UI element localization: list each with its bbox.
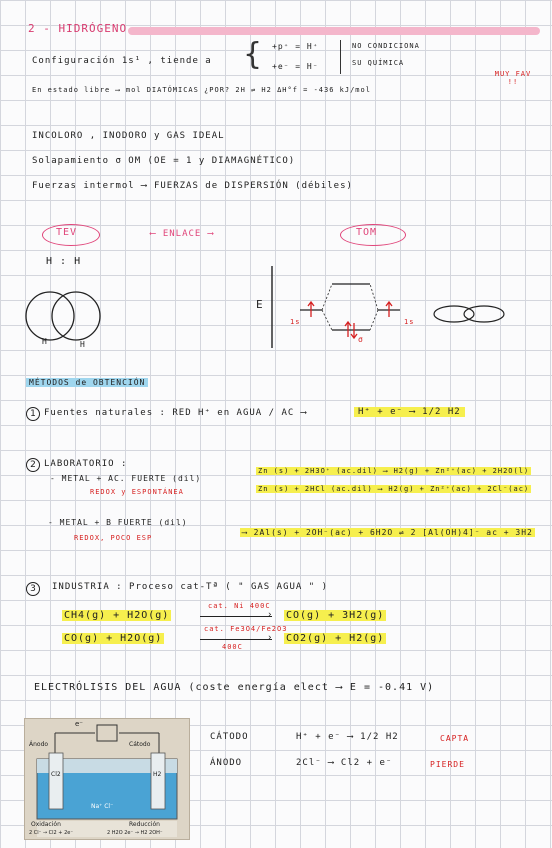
- method-2-number: 2: [26, 458, 40, 472]
- anode-label: ÁNODO: [210, 758, 243, 768]
- method-3-eq1-left: CH4(g) + H2O(g): [64, 610, 170, 621]
- mo-energy-diagram: [270, 262, 420, 352]
- lewis-structure: H : H: [46, 256, 82, 267]
- photo-cathode-label: Cátodo: [129, 741, 151, 748]
- method-1-number: 1: [26, 407, 40, 421]
- method-3-eq1-right: CO(g) + 3H2(g): [286, 610, 385, 621]
- config-text: Configuración 1s¹ , tiende a: [32, 56, 212, 66]
- tev-label: TEV: [56, 227, 78, 238]
- methods-heading: MÉTODOS de OBTENCIÓN: [26, 378, 148, 387]
- atom-left-label: H: [42, 337, 48, 346]
- method-2-title: LABORATORIO :: [44, 459, 128, 469]
- page-title: 2 - HIDRÓGENO: [28, 22, 128, 35]
- method-2-equation-1: Zn (s) + 2H3O⁺ (ac.dil) ⟶ H2(g) + Zn²⁺(ac) + 2H2O(l): [258, 467, 530, 475]
- atom-right-label: H: [80, 340, 86, 349]
- property-1: INCOLORO , INODORO y GAS IDEAL: [32, 131, 225, 141]
- method-3-eq1-condition: cat. Ni 400C: [208, 602, 271, 610]
- method-1-text: Fuentes naturales : RED H⁺ en AGUA / AC ⟶: [44, 408, 308, 418]
- cathode-note: CAPTA: [440, 734, 470, 743]
- energy-axis-label: E: [256, 298, 264, 311]
- photo-anode-label: Ánodo: [29, 741, 49, 748]
- photo-reduction-label: Reducción: [129, 821, 160, 828]
- method-2-equation-2: Zn (s) + 2HCl (ac.dil) ⟶ H2(g) + Zn²⁺(ac) + 2Cl⁻(ac): [258, 485, 530, 493]
- method-3-eq2-arrow: [200, 639, 272, 640]
- photo-electron-label: e⁻: [75, 720, 84, 728]
- property-2: Solapamiento σ OM (OE = 1 y DIAMAGNÉTICO): [32, 156, 296, 166]
- anode-note: PIERDE: [430, 760, 465, 769]
- method-2-equation-3: ⟶ 2Al(s) + 2OH⁻(ac) + 6H2O ⇌ 2 [Al(OH)4]⁻ ac + 3H2: [242, 528, 533, 537]
- tev-overlap-diagram: [20, 284, 110, 350]
- config-note-1: NO CONDICIONA: [352, 42, 420, 50]
- method-3-number: 3: [26, 582, 40, 596]
- config-divider: [340, 40, 341, 74]
- photo-oxidation-equation: 2 Cl⁻ → Cl2 + 2e⁻: [29, 830, 73, 836]
- orbital-right-label: 1s: [404, 318, 415, 326]
- method-3-eq2-left: CO(g) + H2O(g): [64, 633, 163, 644]
- method-2-note-2: REDOX, POCO ESP: [74, 534, 153, 542]
- electrolysis-title: ELECTRÓLISIS DEL AGUA (coste energía elect ⟶ E = -0.41 V): [34, 682, 435, 693]
- sigma-orbital-shape-icon: [430, 300, 510, 328]
- method-3-eq2-condition: cat. Fe3O4/Fe2O3: [204, 625, 288, 633]
- electrolysis-cell-photo: [24, 718, 190, 840]
- anode-equation: 2Cl⁻ ⟶ Cl2 + e⁻: [296, 758, 393, 768]
- free-state-text: En estado libre ⟶ mol DIATÓMICAS ¿POR? 2H ⇌ H2 ΔH°f = -436 kJ/mol: [32, 86, 371, 94]
- title-underline-bar: [128, 27, 540, 35]
- sigma-label: σ: [358, 335, 364, 344]
- method-3-eq1-arrow: [200, 616, 272, 617]
- method-3-eq1-arrowhead-icon: ›: [268, 610, 272, 620]
- config-eq-proton: +p⁺ = H⁺: [272, 42, 319, 51]
- photo-cl2-label: Cl2: [51, 771, 61, 778]
- method-2-line-1: - METAL + AC. FUERTE (dil): [50, 474, 202, 483]
- photo-h2-label: H2: [153, 771, 162, 778]
- bond-link-label: ⟵ ENLACE ⟶: [150, 229, 215, 239]
- property-3: Fuerzas intermol ⟶ FUERZAS de DISPERSIÓN (débiles): [32, 181, 353, 191]
- method-2-note-1: REDOX y ESPONTÁNEA: [90, 488, 184, 496]
- cathode-label: CÁTODO: [210, 732, 249, 742]
- method-3-eq2-arrowhead-icon: ›: [268, 633, 272, 643]
- photo-nacl-label: Na⁺ Cl⁻: [91, 803, 114, 810]
- cathode-equation: H⁺ + e⁻ ⟶ 1/2 H2: [296, 732, 399, 742]
- photo-oxidation-label: Oxidación: [31, 821, 61, 828]
- config-note-2: SU QUÍMICA: [352, 59, 405, 67]
- method-1-equation: H⁺ + e⁻ ⟶ 1/2 H2: [354, 407, 465, 417]
- photo-reduction-equation: 2 H2O 2e⁻ → H2 2OH⁻: [107, 830, 163, 836]
- free-state-note: MUY FAV !!: [494, 70, 532, 86]
- method-3-eq2-condition-temp: 400C: [222, 643, 243, 651]
- config-eq-electron: +e⁻ = H⁻: [272, 62, 319, 71]
- method-3-title: INDUSTRIA : Proceso cat-Tª ( " GAS AGUA " ): [52, 582, 328, 592]
- method-2-line-2: - METAL + B FUERTE (dil): [48, 518, 188, 527]
- orbital-left-label: 1s: [290, 318, 301, 326]
- tom-label: TOM: [356, 227, 378, 238]
- config-brace: {: [243, 37, 263, 72]
- method-3-eq2-right: CO2(g) + H2(g): [286, 633, 385, 644]
